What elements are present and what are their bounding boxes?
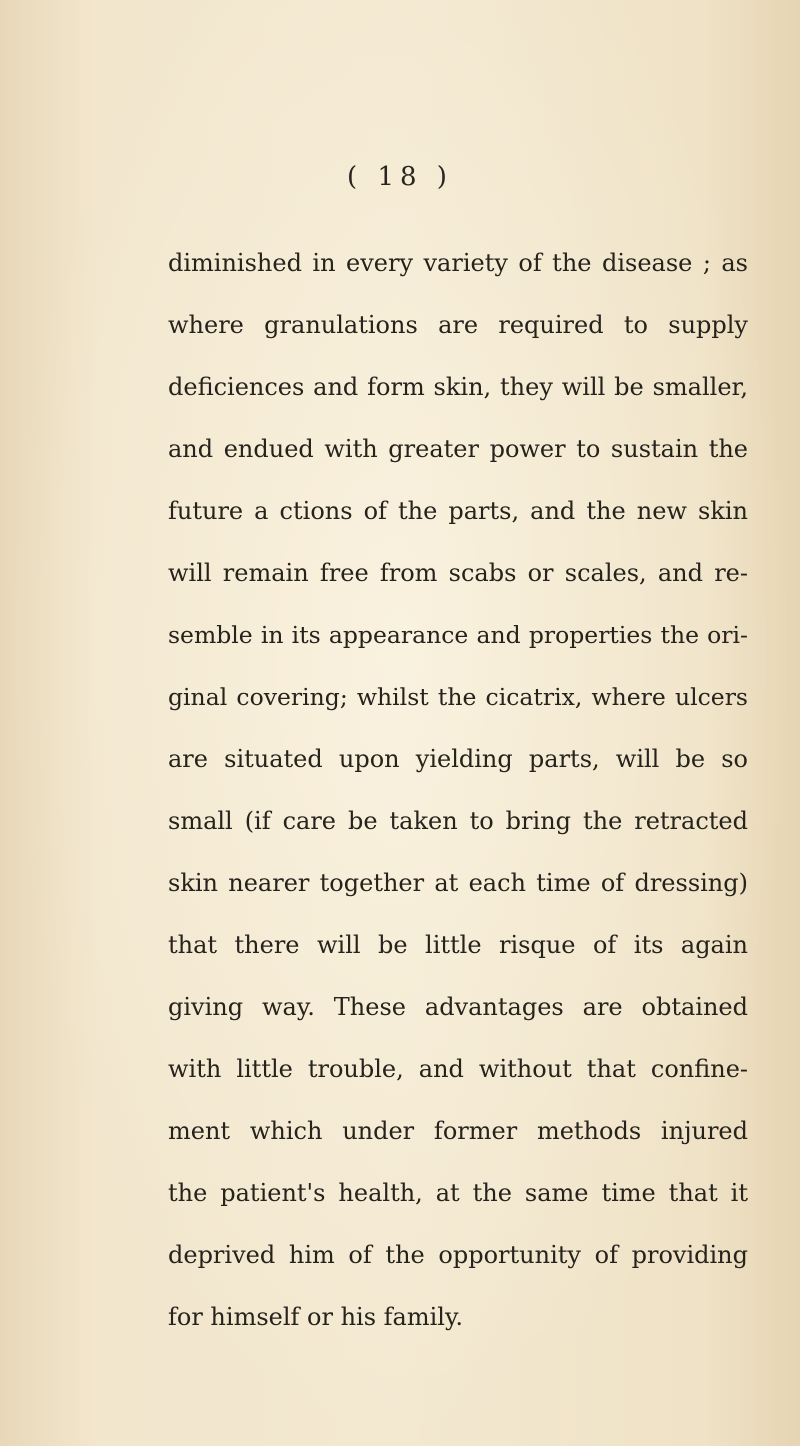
text-line: the patient's health, at the same time that it xyxy=(168,1179,748,1207)
text-line: skin nearer together at each time of dressing) xyxy=(168,869,748,897)
text-line: deficiences and form skin, they will be smaller, xyxy=(168,373,748,401)
text-line: ginal covering; whilst the cicatrix, where ulcers xyxy=(168,683,748,711)
text-line: where granulations are required to supply xyxy=(168,311,748,339)
text-line: ment which under former methods injured xyxy=(168,1117,748,1145)
text-line: semble in its appearance and properties the ori- xyxy=(168,621,748,649)
text-line: giving way. These advantages are obtained xyxy=(168,993,748,1021)
text-line: and endued with greater power to sustain the xyxy=(168,435,748,463)
page-number: ( 18 ) xyxy=(347,162,453,192)
text-line: for himself or his family. xyxy=(168,1303,463,1331)
text-line: will remain free from scabs or scales, and re- xyxy=(168,559,748,587)
text-line: deprived him of the opportunity of providing xyxy=(168,1241,748,1269)
text-line: that there will be little risque of its again xyxy=(168,931,748,959)
text-line: small (if care be taken to bring the retracted xyxy=(168,807,748,835)
text-line: with little trouble, and without that confine- xyxy=(168,1055,748,1083)
text-line: future a ctions of the parts, and the new skin xyxy=(168,497,748,525)
body-text xyxy=(168,232,748,1348)
text-line: are situated upon yielding parts, will be so xyxy=(168,745,748,773)
text-line: diminished in every variety of the disease ; as xyxy=(168,249,748,277)
